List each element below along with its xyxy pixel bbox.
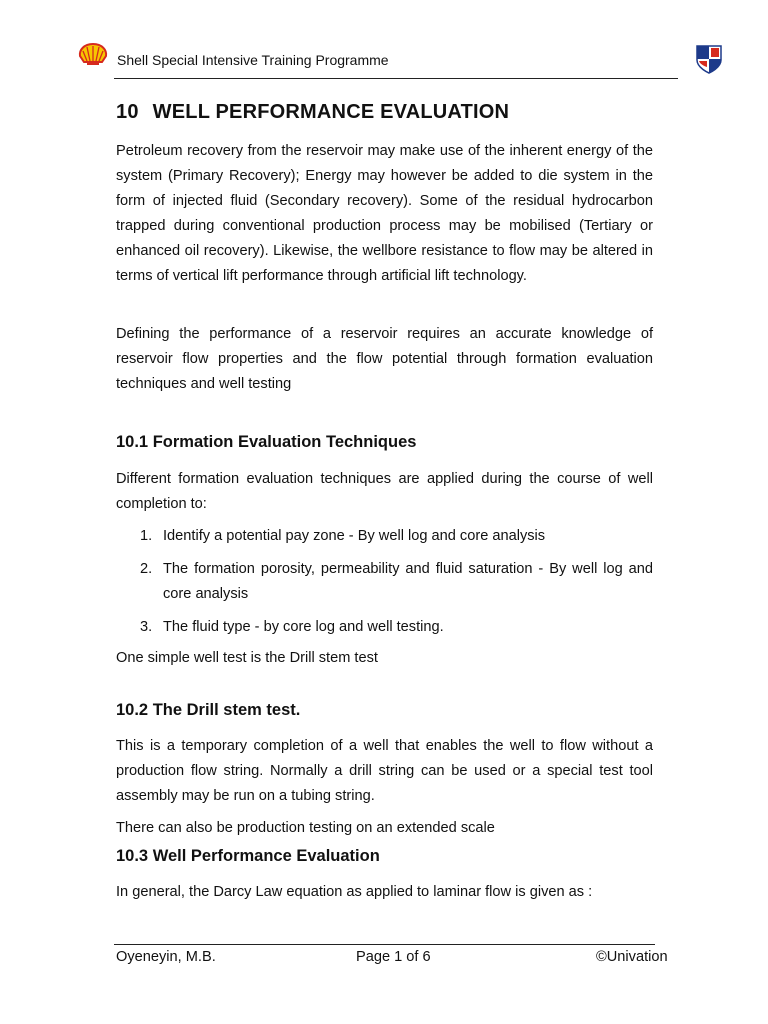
formation-intro-paragraph: Different formation evaluation techniques are applied during the course of well completion to:	[116, 471, 653, 512]
list-item-number: 1.	[140, 528, 153, 544]
subsection-heading-10-1: 10.1 Formation Evaluation Techniques	[116, 433, 417, 451]
formation-outro-paragraph: One simple well test is the Drill stem test	[116, 650, 378, 666]
shell-logo-icon	[78, 42, 108, 66]
header-title: Shell Special Intensive Training Programme	[117, 52, 389, 68]
list-item-text: The fluid type - by core log and well testing.	[163, 619, 444, 635]
production-testing-paragraph: There can also be production testing on an extended scale	[116, 820, 495, 836]
intro-paragraph-2: Defining the performance of a reservoir requires an accurate knowledge of reservoir flow properties and the flow potential through formation evaluation techniques and well testing	[116, 326, 653, 392]
darcy-law-paragraph: In general, the Darcy Law equation as applied to laminar flow is given as :	[116, 884, 593, 900]
footer-divider	[114, 944, 655, 945]
list-item-text: Identify a potential pay zone - By well log and core analysis	[163, 528, 546, 544]
university-crest-icon	[695, 44, 723, 74]
subsection-heading-10-2: 10.2 The Drill stem test.	[116, 701, 301, 719]
list-item-text: The formation porosity, permeability and fluid saturation - By well log and core analysis	[163, 561, 653, 602]
list-item	[140, 557, 653, 607]
footer-copyright: ©Univation	[596, 949, 668, 965]
drill-stem-paragraph: This is a temporary completion of a well that enables the well to flow without a production flow string. Normally a drill string can be used or a special test tool assembly may be run on a tubing string.	[116, 738, 653, 804]
header-divider	[114, 78, 678, 79]
section-heading	[116, 101, 509, 124]
list-item	[140, 524, 653, 549]
section-title: WELL PERFORMANCE EVALUATION	[152, 101, 510, 123]
footer-page-number: Page 1 of 6	[356, 949, 431, 965]
list-item-number: 2.	[140, 561, 153, 577]
list-item	[140, 615, 653, 640]
intro-paragraph-1: Petroleum recovery from the reservoir may make use of the inherent energy of the system (Primary Recovery); Energy may however be added to die system in the form of injected fluid (Secondary recovery). Some of the residual hydrocarbon trapped during conventional production process may be mobilised (Tertiary or enhanced oil recovery). Likewise, the wellbore resistance to flow may be altered in terms of vertical lift performance through artificial lift technology.	[116, 143, 653, 284]
subsection-heading-10-3: 10.3 Well Performance Evaluation	[116, 847, 380, 865]
footer-author: Oyeneyin, M.B.	[116, 949, 216, 965]
list-item-number: 3.	[140, 619, 153, 635]
section-number: 10	[116, 101, 139, 123]
